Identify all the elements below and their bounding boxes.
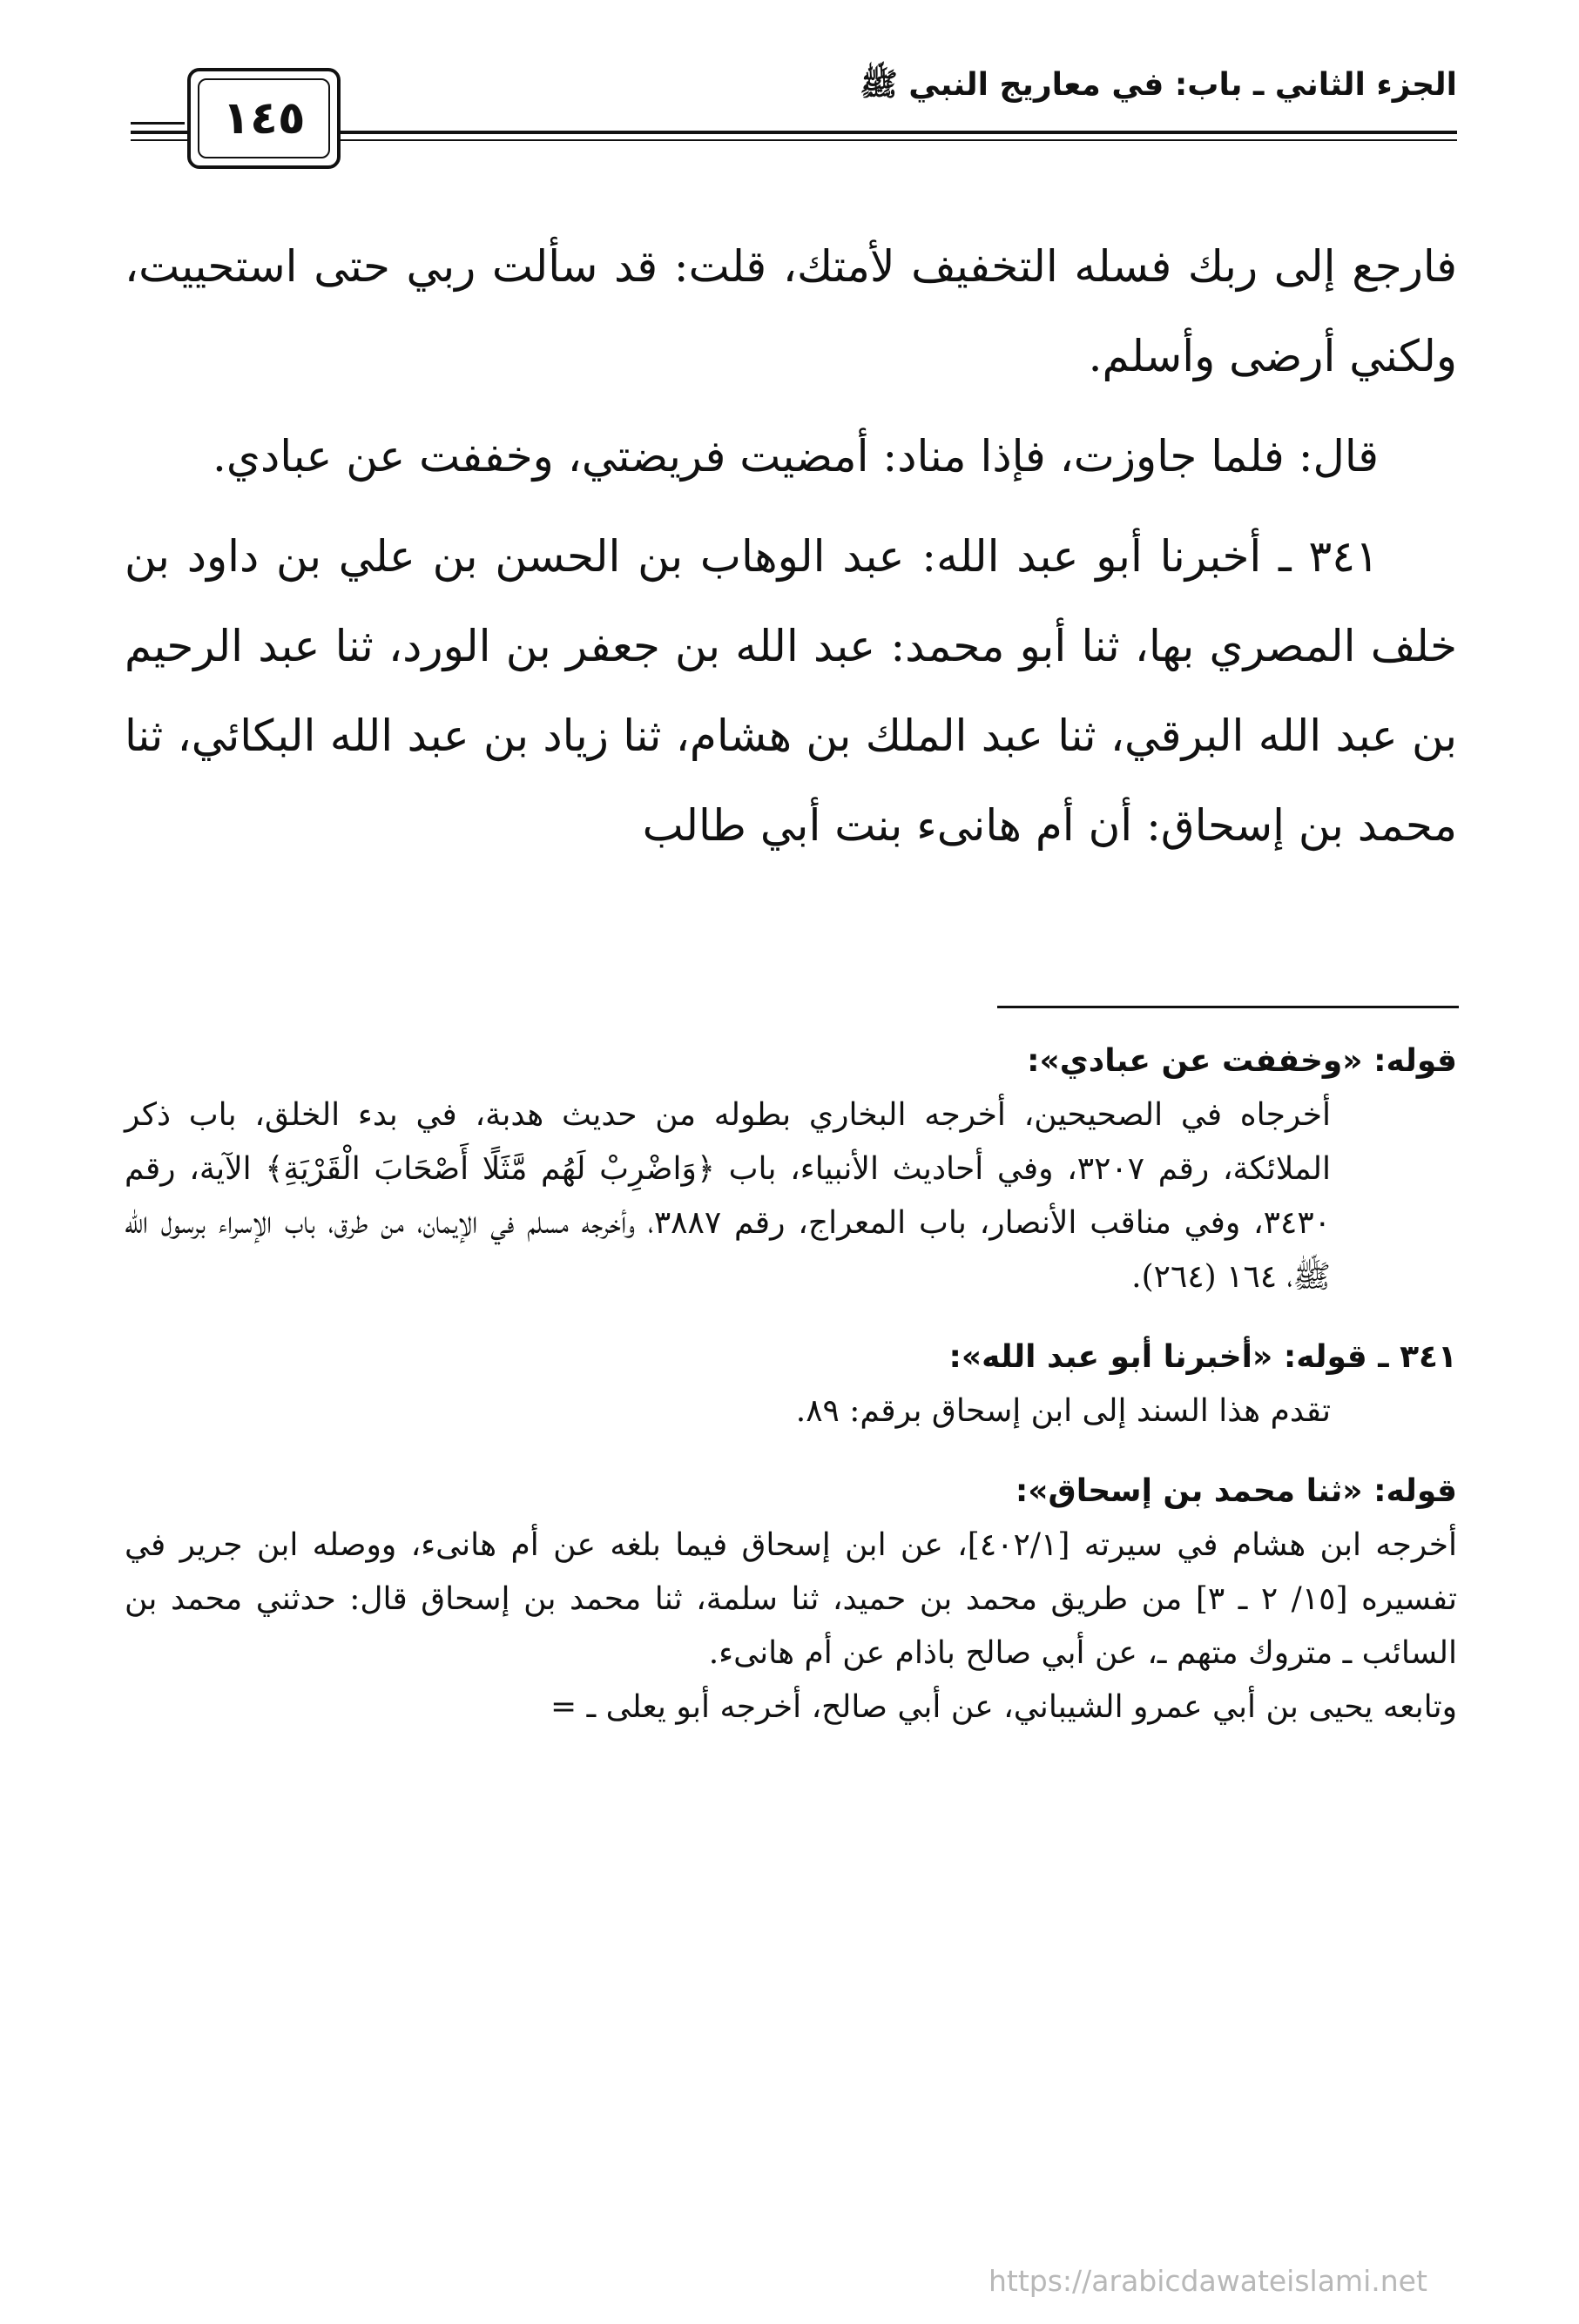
footnote-text: أخرجه ابن هشام في سيرته [٤٠٢/١]، عن ابن إسحاق فيما بلغه عن أم هانىء، ووصله ابن جرير في تفسيره [١٥/ ٢ ـ ٣] من طريق محمد بن حميد، ثنا سلمة، ثنا محمد بن إسحاق قال: حدثني محمد بن السائب ـ متروك متهم ـ، عن أبي صالح باذام عن أم هانىء.: [125, 1527, 1457, 1671]
footnote-separator: [997, 1006, 1459, 1008]
footnote-3: [125, 1465, 1457, 1735]
running-title: الجزء الثاني ـ باب: في معاريج النبي ﷺ: [860, 67, 1457, 103]
paragraph-1: فارجع إلى ربك فسله التخفيف لأمتك، قلت: قد سألت ربي حتى استحييت، ولكني أرضى وأسلم.: [125, 241, 1457, 381]
footnote-label: ٣٤١ ـ قوله: «أخبرنا أبو عبد الله»:: [948, 1339, 1457, 1375]
watermark-url: https://arabicdawateislami.net: [989, 2264, 1427, 2298]
footnote-text: أخرجاه في الصحيحين، أخرجه البخاري بطوله من حديث هدبة، في بدء الخلق، باب ذكر الملائكة، رقم ٣٢٠٧، وفي أحاديث الأنبياء، باب ﴿وَاضْرِبْ لَهُم مَّثَلًا أَصْحَابَ الْقَرْيَةِ﴾ الآية، رقم ٣٤٣٠، وفي مناقب الأنصار، باب المعراج، رقم ٣٨٨٧، وأخرجه مسلم في الإيمان، من طرق، باب الإسراء برسول الله ﷺ، ١٦٤ (٢٦٤).: [125, 1097, 1332, 1295]
footnotes: [125, 1034, 1457, 1735]
footnote-text: تقدم هذا السند إلى ابن إسحاق برقم: ٨٩.: [795, 1393, 1331, 1429]
footnote-label: قوله: «ثنا محمد بن إسحاق»:: [1015, 1473, 1457, 1509]
page-number-box: [187, 68, 341, 169]
footnote-text-continued: وتابعه يحيى بن أبي عمرو الشيباني، عن أبي صالح، أخرجه أبو يعلى ـ =: [550, 1689, 1457, 1725]
header-rule-left: [131, 122, 185, 125]
footnote-2: [125, 1330, 1457, 1438]
page-number: ١٤٥: [198, 78, 330, 158]
footnote-label: قوله: «وخففت عن عبادي»:: [1027, 1043, 1457, 1079]
main-text: [125, 222, 1457, 871]
footnote-1: [125, 1034, 1457, 1304]
paragraph-2: قال: فلما جاوزت، فإذا مناد: أمضيت فريضتي، وخففت عن عبادي.: [212, 431, 1379, 482]
paragraph-3-hadith-341: ٣٤١ ـ أخبرنا أبو عبد الله: عبد الوهاب بن الحسن بن علي بن داود بن خلف المصري بها، ثنا أبو محمد: عبد الله بن جعفر بن الورد، ثنا عبد الرحيم بن عبد الله البرقي، ثنا عبد الملك بن هشام، ثنا زياد بن عبد الله البكائي، ثنا محمد بن إسحاق: أن أم هانىء بنت أبي طالب: [125, 531, 1457, 851]
